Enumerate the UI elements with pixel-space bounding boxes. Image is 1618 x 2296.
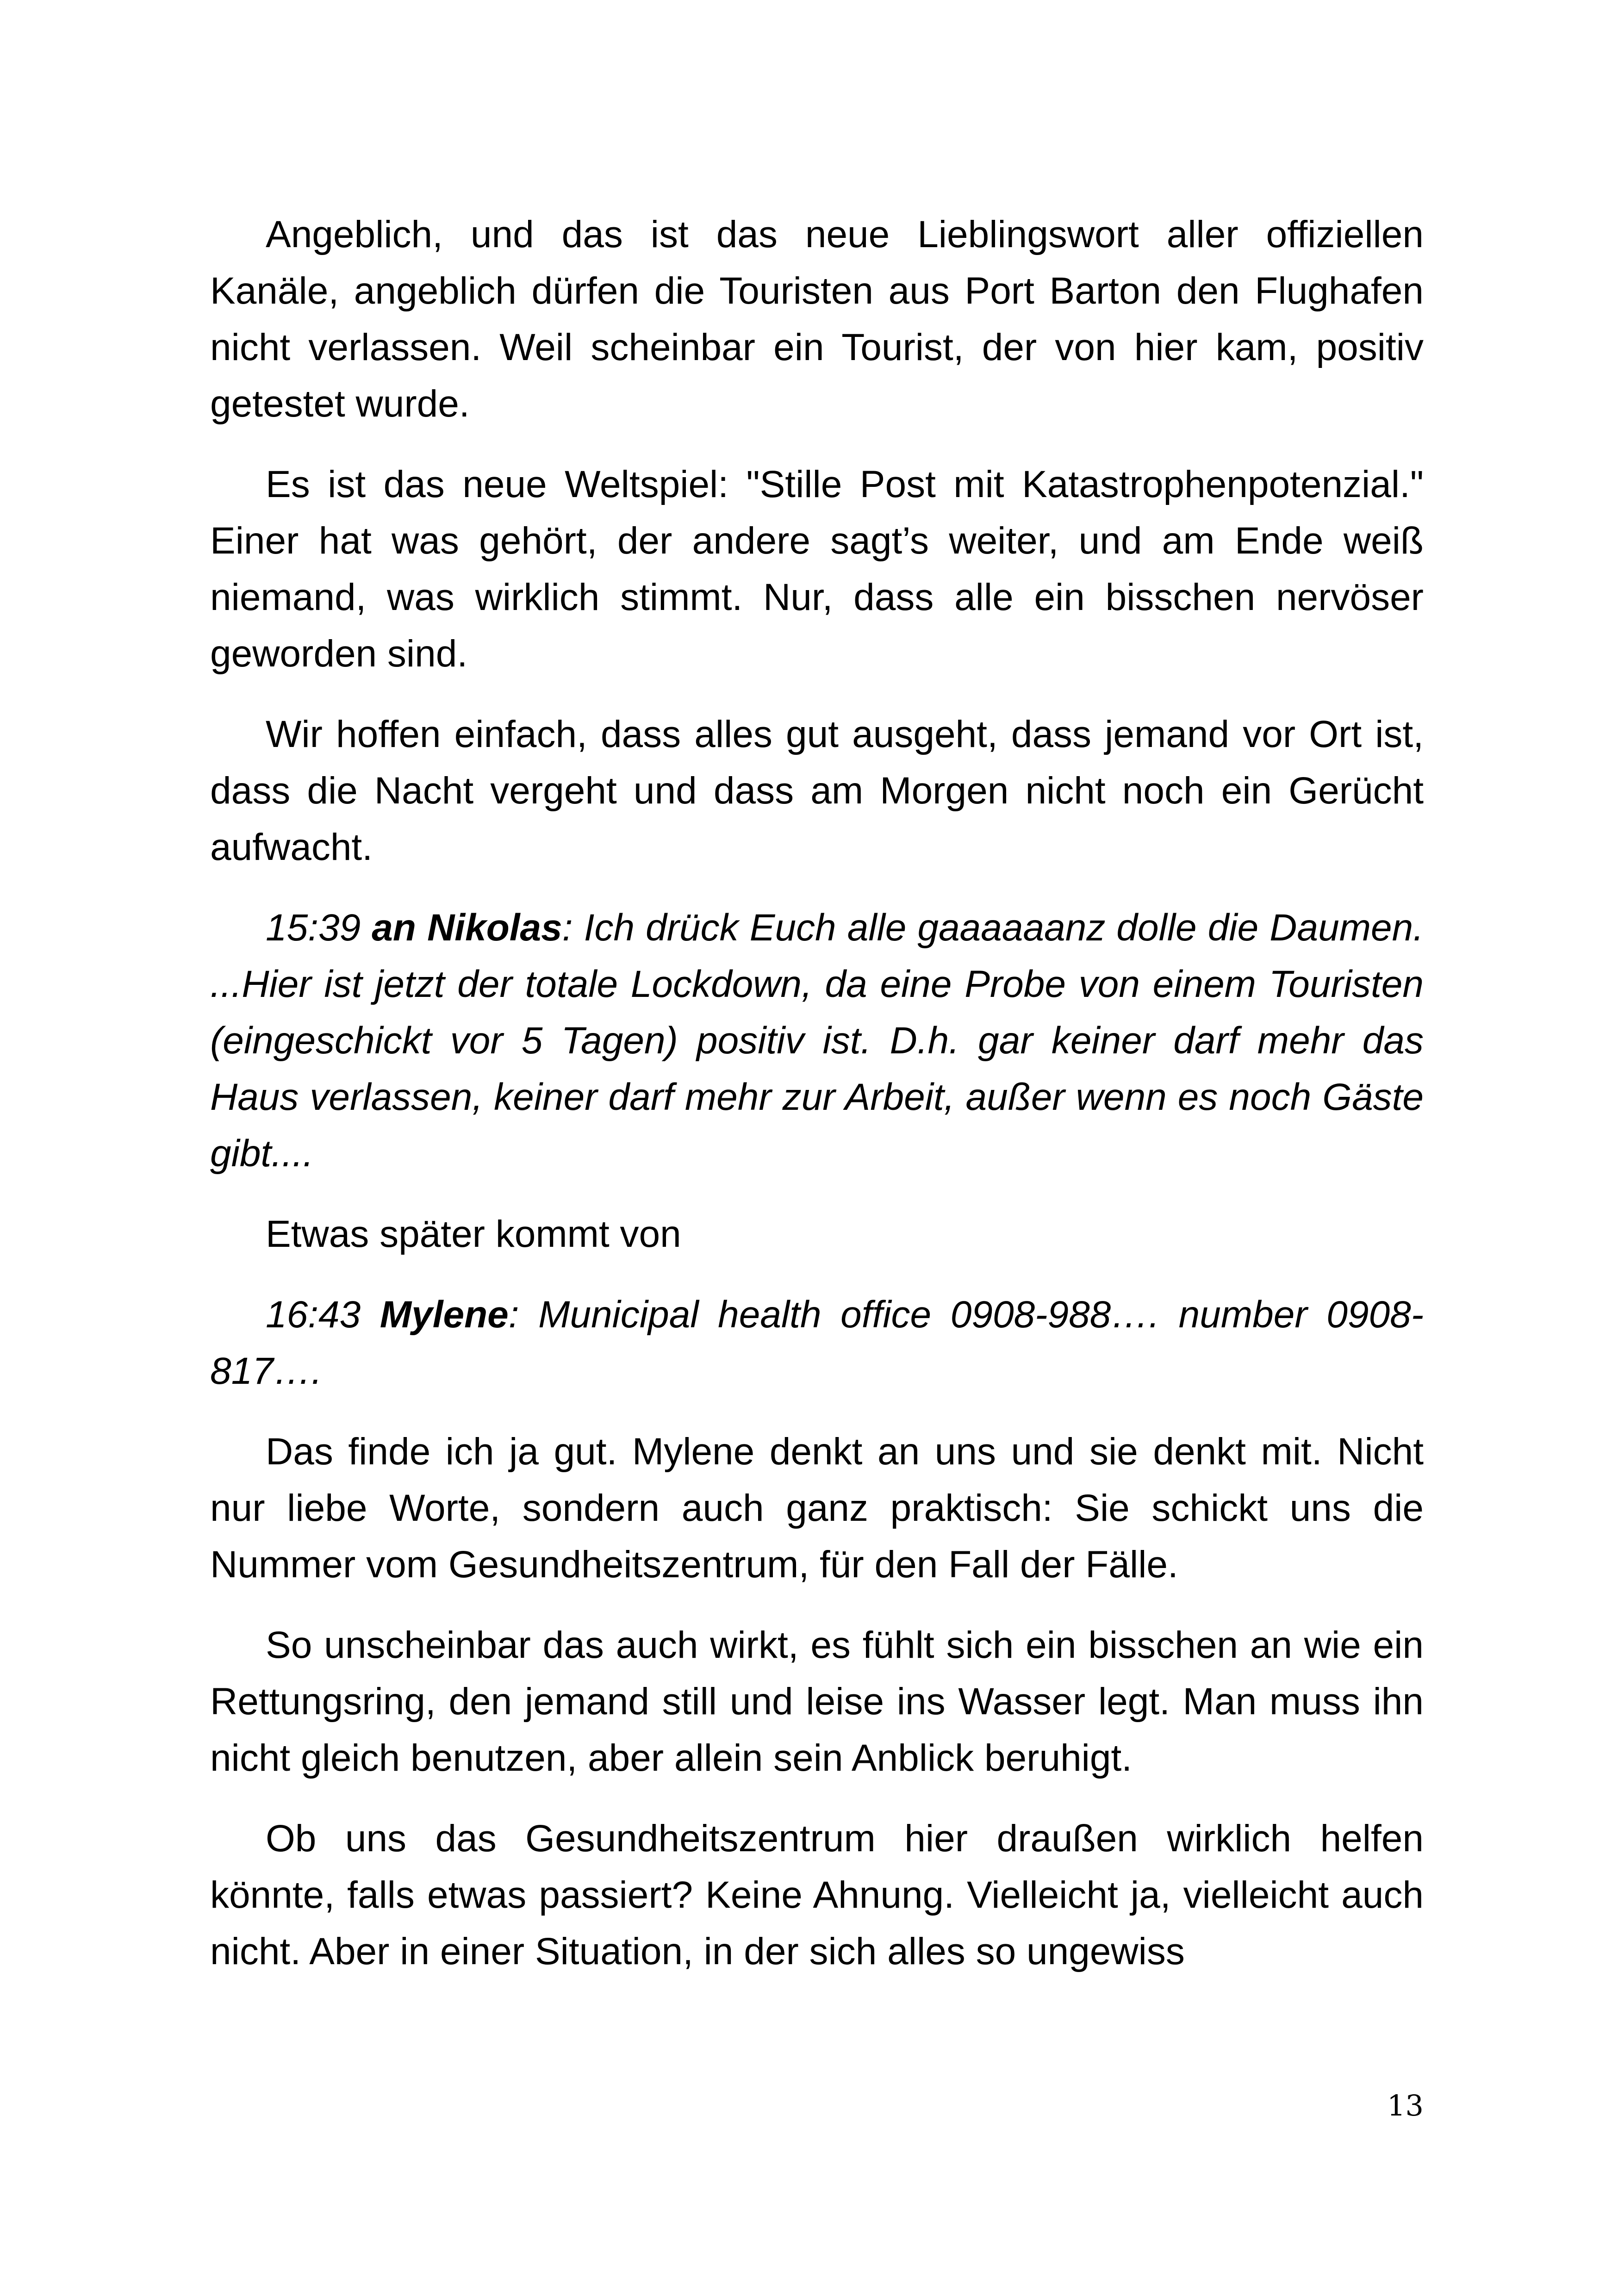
message-quote-mylene [210,1287,1424,1400]
message-text: : Municipal health office 0908-988…. number 0908-817…. [210,1294,1424,1392]
message-sender: Mylene [380,1294,509,1336]
paragraph-3: Wir hoffen einfach, dass alles gut ausgeht, dass jemand vor Ort ist, dass die Nacht vergeht und dass am Morgen nicht noch ein Gerücht aufwacht. [210,713,1424,868]
message-time: 15:39 [266,907,372,949]
paragraph-2: Es ist das neue Weltspiel: "Stille Post mit Katastrophenpotenzial." Einer hat was gehört, der andere sagt’s weiter, und am Ende weiß niemand, was wirklich stimmt. Nur, dass alle ein bisschen nervöser geworden sind. [210,463,1424,675]
message-text: : Ich drück Euch alle gaaaaaanz dolle die Daumen. ...Hier ist jetzt der totale Lockdown, da eine Probe von einem Touristen (eingeschickt vor 5 Tagen) positiv ist. D.h. gar keiner darf mehr das Haus verlassen, keiner darf mehr zur Arbeit, außer wenn es noch Gäste gibt.... [210,907,1424,1175]
message-sender: an Nikolas [372,907,562,949]
paragraph-6: So unscheinbar das auch wirkt, es fühlt sich ein bisschen an wie ein Rettungsring, den jemand still und leise ins Wasser legt. Man muss ihn nicht gleich benutzen, aber allein sein Anblick beruhigt. [210,1624,1424,1779]
paragraph-4: Etwas später kommt von [266,1213,681,1255]
message-quote-nikolas [210,900,1424,1182]
page-body [210,206,1424,2004]
message-time: 16:43 [266,1294,380,1336]
paragraph-7: Ob uns das Gesundheitszentrum hier draußen wirklich helfen könnte, falls etwas passiert? Keine Ahnung. Vielleicht ja, vielleicht auch nicht. Aber in einer Situation, in der sich alles so ungewiss [210,1817,1424,1972]
page-number: 13 [1387,2089,1424,2122]
paragraph-5: Das finde ich ja gut. Mylene denkt an uns und sie denkt mit. Nicht nur liebe Worte, sondern auch ganz praktisch: Sie schickt uns die Nummer vom Gesundheitszentrum, für den Fall der Fälle. [210,1431,1424,1586]
paragraph-1: Angeblich, und das ist das neue Lieblingswort aller offiziellen Kanäle, angeblich dürfen die Touristen aus Port Barton den Flughafen nicht verlassen. Weil scheinbar ein Tourist, der von hier kam, positiv getestet wurde. [210,213,1424,425]
